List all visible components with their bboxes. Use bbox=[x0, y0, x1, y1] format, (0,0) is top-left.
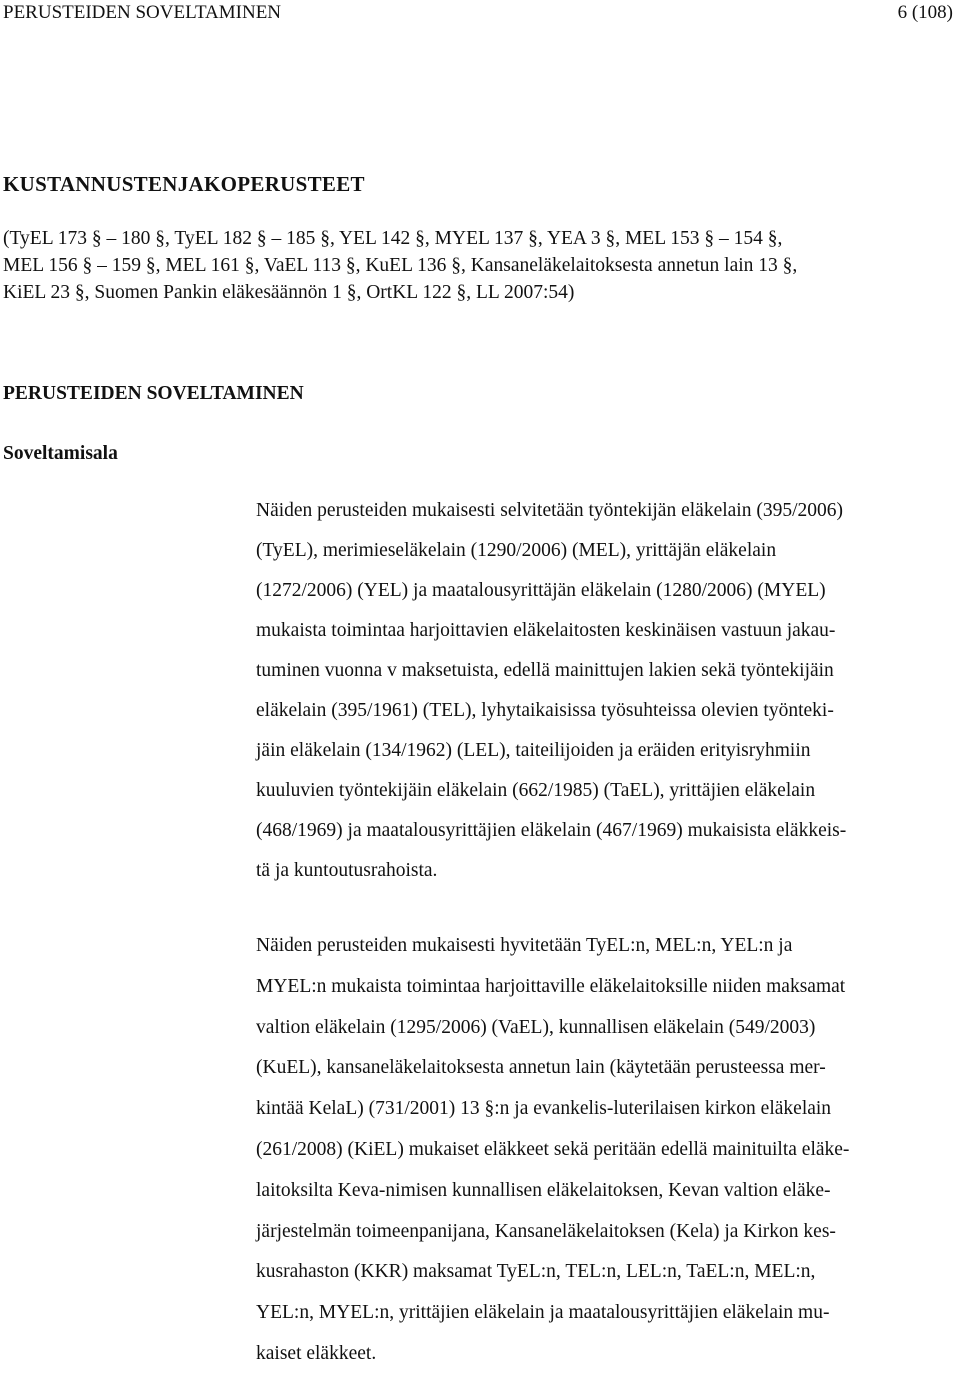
paragraph-line: (KuEL), kansaneläkelaitoksesta annetun lain (käytetään perusteessa mer- bbox=[256, 1057, 826, 1079]
paragraph-line: eläkelain (395/1961) (TEL), lyhytaikaisissa työsuhteissa olevien työnteki- bbox=[256, 700, 834, 721]
paragraph-line: laitoksilta Keva-nimisen kunnallisen eläkelaitoksen, Kevan valtion eläke- bbox=[256, 1179, 831, 1201]
reference-line: (TyEL 173 § – 180 §, TyEL 182 § – 185 §, YEL 142 §, MYEL 137 §, YEA 3 §, MEL 153 § – 154 §, bbox=[3, 228, 783, 249]
legal-references bbox=[3, 225, 953, 306]
subsection-heading: Soveltamisala bbox=[3, 443, 118, 464]
scope-paragraph-2 bbox=[256, 926, 956, 1375]
paragraph-line: Näiden perusteiden mukaisesti hyvitetään TyEL:n, MEL:n, YEL:n ja bbox=[256, 935, 793, 956]
paragraph-line: mukaista toimintaa harjoittavien eläkelaitosten keskinäisen vastuun jakau- bbox=[256, 620, 836, 641]
paragraph-line: MYEL:n mukaista toimintaa harjoittaville eläkelaitoksille niiden maksamat bbox=[256, 975, 846, 997]
paragraph-line: kaiset eläkkeet. bbox=[256, 1342, 377, 1364]
scope-paragraph-1 bbox=[256, 491, 956, 891]
paragraph-line: (468/1969) ja maatalousyrittäjien eläkelain (467/1969) mukaisista eläkkeis- bbox=[256, 820, 847, 841]
running-header-title: PERUSTEIDEN SOVELTAMINEN bbox=[3, 2, 282, 23]
paragraph-line: (TyEL), merimieseläkelain (1290/2006) (MEL), yrittäjän eläkelain bbox=[256, 540, 777, 561]
running-header bbox=[3, 0, 953, 28]
reference-line: KiEL 23 §, Suomen Pankin eläkesäännön 1 §, OrtKL 122 §, LL 2007:54) bbox=[3, 282, 575, 303]
document-title: KUSTANNUSTENJAKOPERUSTEET bbox=[3, 172, 365, 196]
section-heading: PERUSTEIDEN SOVELTAMINEN bbox=[3, 383, 304, 404]
paragraph-line: tuminen vuonna v maksetuista, edellä mainittujen lakien sekä työntekijäin bbox=[256, 660, 834, 681]
reference-line: MEL 156 § – 159 §, MEL 161 §, VaEL 113 §, KuEL 136 §, Kansaneläkelaitoksesta annetun lain 13 §, bbox=[3, 255, 798, 276]
page-number: 6 (108) bbox=[897, 2, 953, 23]
paragraph-line: kintää KelaL) (731/2001) 13 §:n ja evankelis-luterilaisen kirkon eläkelain bbox=[256, 1098, 832, 1120]
paragraph-line: kusrahaston (KKR) maksamat TyEL:n, TEL:n, LEL:n, TaEL:n, MEL:n, bbox=[256, 1261, 816, 1283]
paragraph-line: tä ja kuntoutusrahoista. bbox=[256, 860, 438, 881]
paragraph-line: (261/2008) (KiEL) mukaiset eläkkeet sekä peritään edellä mainituilta eläke- bbox=[256, 1138, 850, 1160]
paragraph-line: kuuluvien työntekijäin eläkelain (662/1985) (TaEL), yrittäjien eläkelain bbox=[256, 780, 816, 801]
paragraph-line: jäin eläkelain (134/1962) (LEL), taiteilijoiden ja eräiden erityisryhmiin bbox=[256, 740, 811, 761]
paragraph-line: valtion eläkelain (1295/2006) (VaEL), kunnallisen eläkelain (549/2003) bbox=[256, 1016, 816, 1038]
paragraph-line: järjestelmän toimeenpanijana, Kansaneläkelaitoksen (Kela) ja Kirkon kes- bbox=[256, 1220, 836, 1242]
paragraph-line: Näiden perusteiden mukaisesti selvitetään työntekijän eläkelain (395/2006) bbox=[256, 500, 843, 521]
paragraph-line: YEL:n, MYEL:n, yrittäjien eläkelain ja maatalousyrittäjien eläkelain mu- bbox=[256, 1302, 830, 1324]
paragraph-line: (1272/2006) (YEL) ja maatalousyrittäjän eläkelain (1280/2006) (MYEL) bbox=[256, 580, 826, 601]
